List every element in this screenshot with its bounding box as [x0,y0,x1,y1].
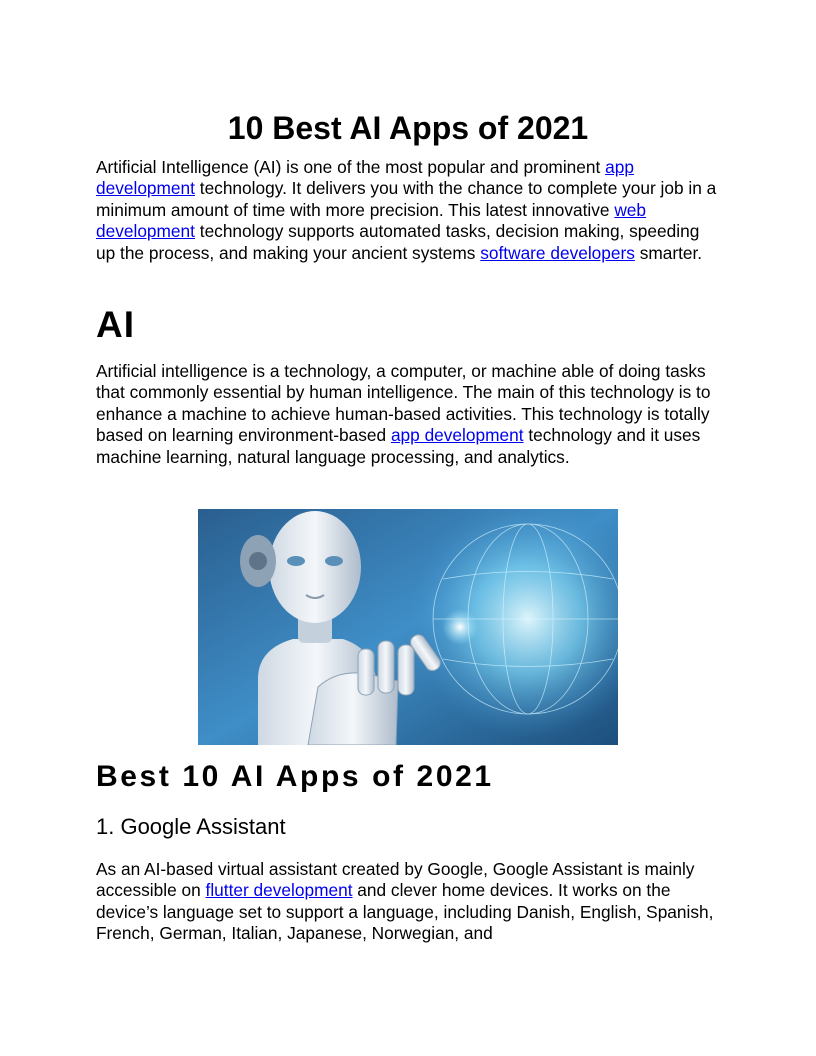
google-assistant-heading: 1. Google Assistant [96,814,286,839]
intro-text-2: technology. It delivers you with the chance to complete your job in a minimum amount of time with more precision. This latest innovative [96,178,717,220]
intro-text-4: smarter. [634,242,703,263]
ai-paragraph [96,361,720,468]
web-development-link[interactable]: web development [96,199,647,242]
ga-text-1: As an AI-based virtual assistant created by Google, Google Assistant is mainly accessible on [96,859,695,901]
flutter-development-link[interactable]: flutter development [205,880,353,901]
software-developers-link[interactable]: software developers [480,242,635,263]
robot-globe-illustration [198,509,618,745]
ga-text-2: and clever home devices. It works on the device’s language set to support a language, including Danish, English, Spanish, French, German, Italian, Japanese, Norwegian, and [96,880,714,944]
ai-text-1: Artificial intelligence is a technology, a computer, or machine able of doing tasks that commonly essential by human intelligence. The main of this technology is to enhance a machine to achieve human-based activities. This technology is totally based on learning environment-based [96,361,711,446]
intro-text-1: Artificial Intelligence (AI) is one of the most popular and prominent [96,157,606,177]
best-apps-heading: Best 10 AI Apps of 2021 [96,760,494,793]
app-development-link[interactable]: app development [96,157,634,199]
intro-text-3: technology supports automated tasks, decision making, speeding up the process, and making your ancient systems [96,221,700,263]
google-assistant-paragraph [96,859,720,945]
ai-text-2: technology and it uses machine learning, natural language processing, and analytics. [96,425,701,467]
page-title: 10 Best AI Apps of 2021 [227,110,589,146]
intro-paragraph [96,157,720,264]
ai-heading: AI [96,304,135,345]
app-development-link-2[interactable]: app development [390,425,524,446]
